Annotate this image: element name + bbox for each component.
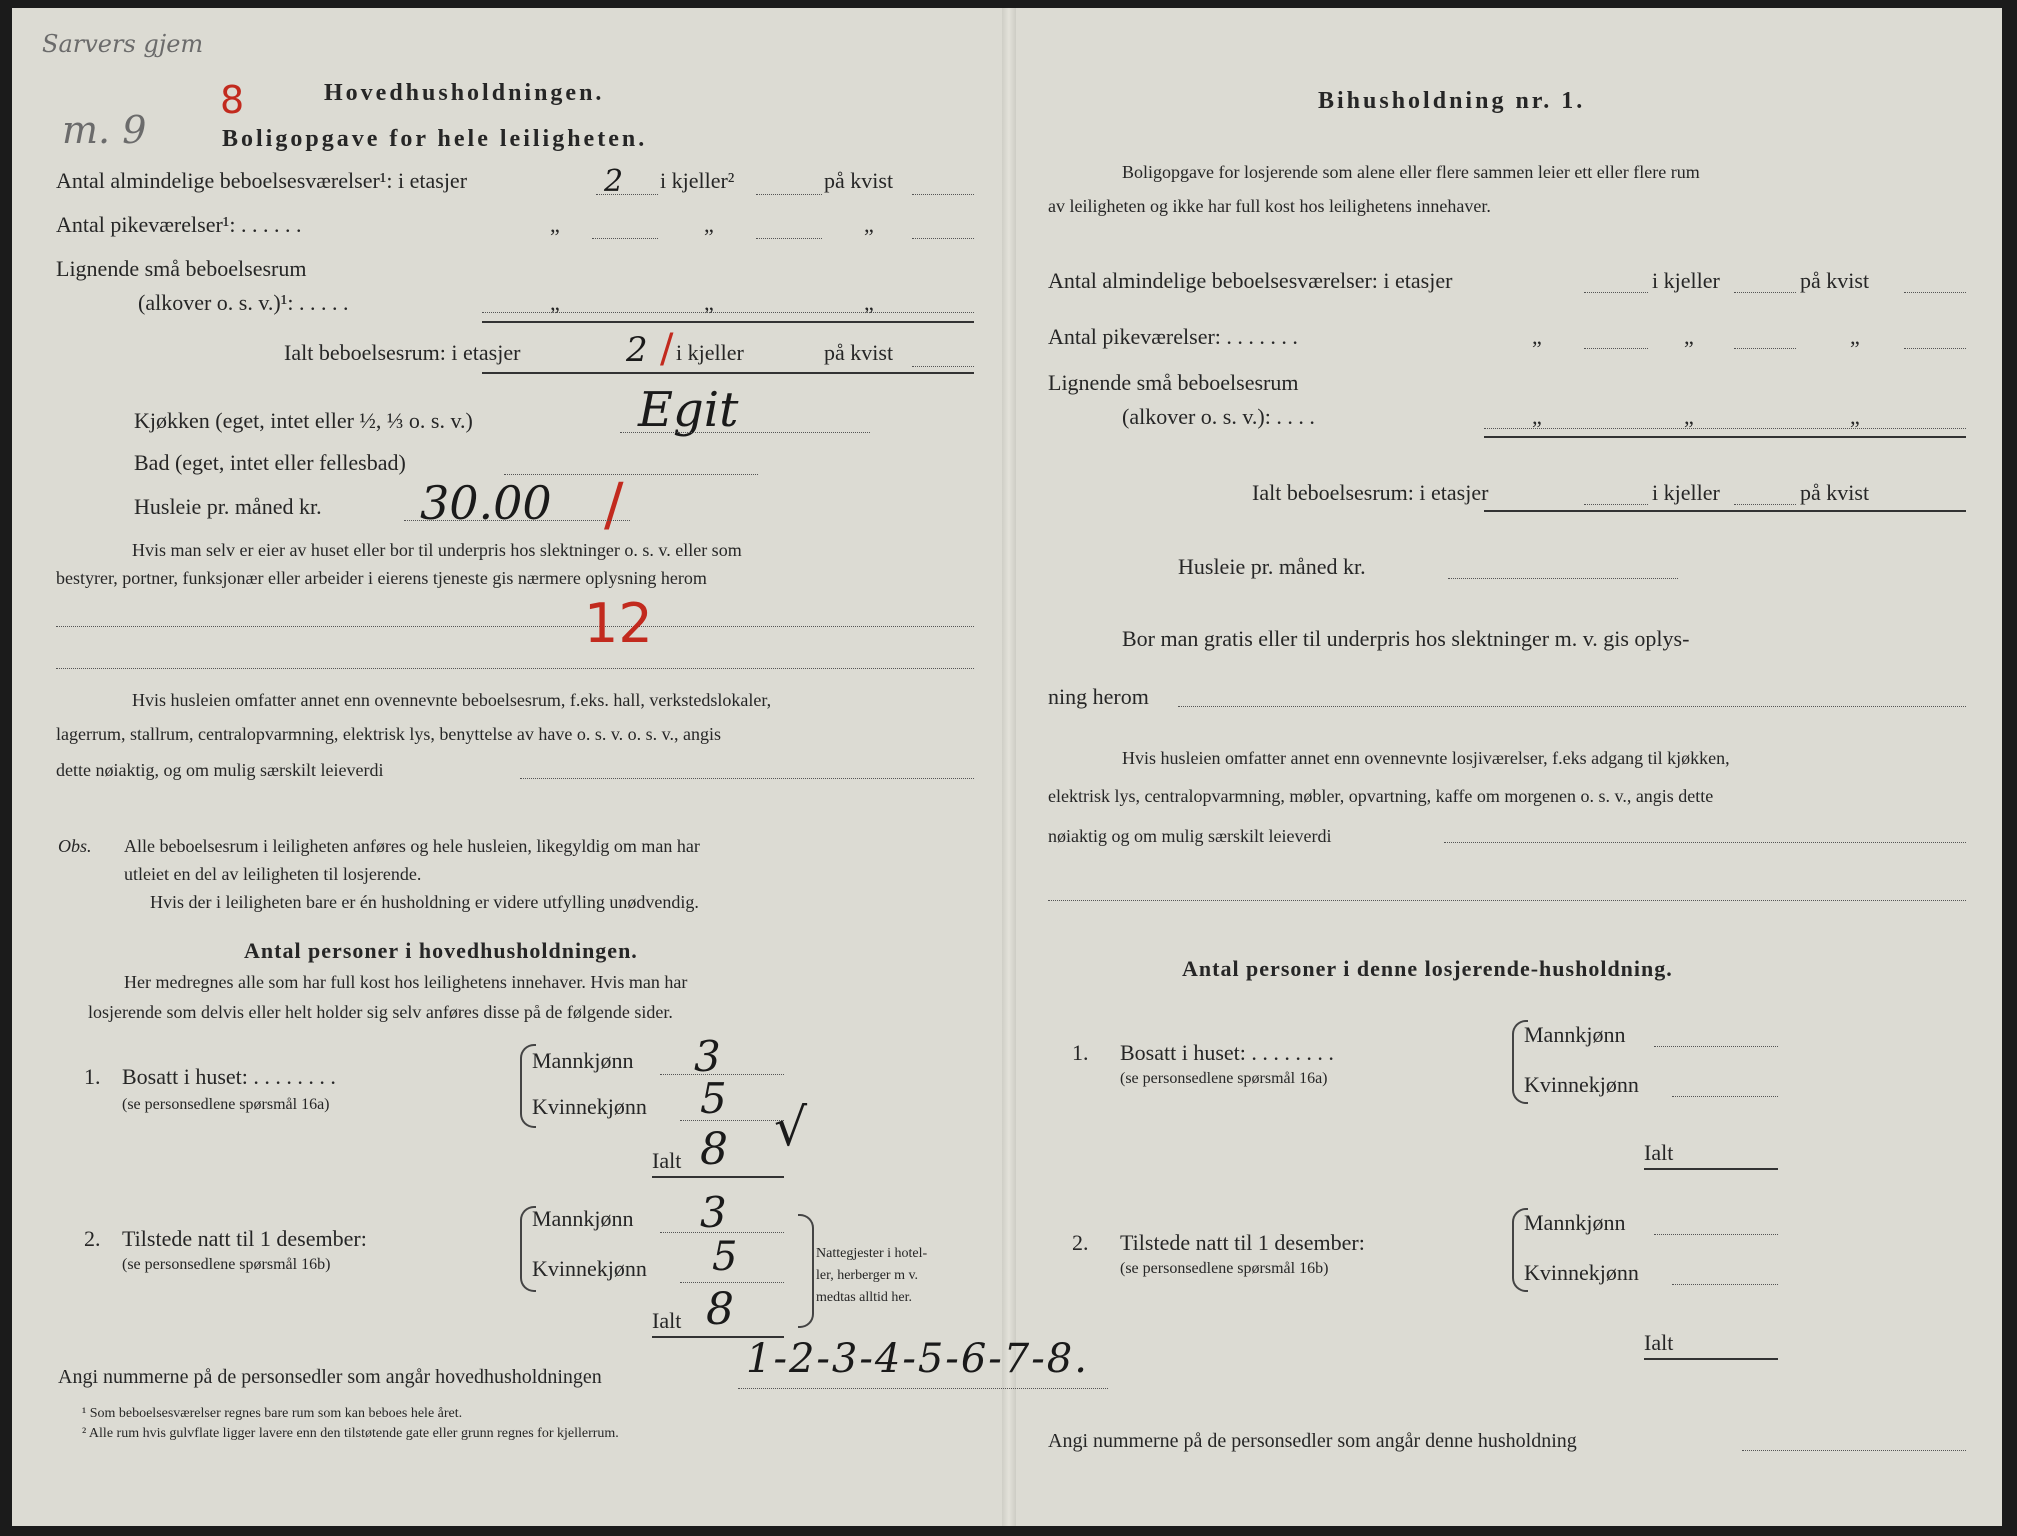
left-omfatter-3: dette nøiaktig, og om mulig særskilt leieverdi (56, 760, 384, 780)
right-ialt-kjeller-label: i kjeller (1652, 480, 1720, 505)
left-tilstede-kvinne-label: Kvinnekjønn (532, 1256, 647, 1281)
right-bosatt-mann-field[interactable] (1654, 1046, 1778, 1047)
left-bad-field[interactable] (504, 474, 758, 475)
left-nattegjester-3: medtas alltid her. (816, 1290, 913, 1305)
right-bosatt-sub: (se personsedlene spørsmål 16a) (1120, 1070, 1328, 1087)
left-omfatter-2: lagerrum, stallrum, centralopvarmning, elektrisk lys, benyttelse av have o. s. v. o. s. v., angis (56, 724, 722, 744)
left-title: Hovedhusholdningen. (324, 80, 605, 106)
right-pike-label: Antal pikeværelser: . . . . . . . (1048, 324, 1298, 349)
right-gratis-1: Bor man gratis eller til underpris hos slektninger m. v. gis oplys- (1122, 626, 1690, 651)
right-bosatt-ialt-field[interactable] (1644, 1168, 1778, 1170)
right-bosatt-label: Bosatt i huset: . . . . . . . . (1120, 1040, 1334, 1065)
right-lign-label-2: (alkover o. s. v.): . . . . (1122, 404, 1315, 429)
left-omfatter-field[interactable] (520, 778, 974, 779)
left-antal-note-1: Her medregnes alle som har full kost hos leilighetens innehaver. Hvis man har (124, 972, 688, 992)
right-husleie-field[interactable] (1448, 578, 1678, 579)
left-etasjer-value: 2 (604, 164, 624, 199)
left-nattegjester-1: Nattegjester i hotel- (816, 1246, 928, 1261)
left-tilstede-kvinne-value: 5 (712, 1234, 738, 1280)
right-kjeller-label: i kjeller (1652, 268, 1720, 293)
left-pike-kvist-field[interactable] (912, 238, 974, 239)
left-obs-label: Obs. (58, 836, 92, 856)
right-pike-kvist-field[interactable] (1904, 348, 1966, 349)
right-etasjer-field[interactable] (1584, 292, 1648, 293)
right-tilstede-num: 2. (1072, 1230, 1089, 1255)
left-kjeller-field[interactable] (756, 194, 822, 195)
left-antal-note-2: losjerende som delvis eller helt holder sig selv anføres disse på de følgende sider. (88, 1002, 673, 1022)
handwritten-block-number: m. 9 (62, 108, 147, 152)
left-obs-1: Alle beboelsesrum i leiligheten anføres og hele husleien, likegyldig om man har (124, 836, 700, 856)
right-tilstede-mann-field[interactable] (1654, 1234, 1778, 1235)
left-bosatt-label: Bosatt i huset: . . . . . . . . (122, 1064, 336, 1089)
left-eier-note-1: Hvis man selv er eier av huset eller bor til underpris hos slektninger o. s. v. eller som (132, 540, 742, 560)
left-eier-field-1[interactable] (56, 626, 974, 627)
left-ialt-kvist-label: på kvist (824, 340, 894, 365)
left-footnote-1: ¹ Som beboelsesværelser regnes bare rum som kan beboes hele året. (82, 1406, 463, 1421)
left-lign-field[interactable] (482, 312, 974, 313)
right-omfatter-field-2[interactable] (1048, 900, 1966, 901)
left-tilstede-label: Tilstede natt til 1 desember: (122, 1226, 367, 1251)
left-antal-alm-label: Antal almindelige beboelsesværelser¹: i etasjer (56, 168, 468, 193)
right-pike-kjeller-field[interactable] (1734, 348, 1796, 349)
right-gratis-field[interactable] (1178, 706, 1966, 707)
right-ialt-label: Ialt beboelsesrum: i etasjer (1252, 480, 1489, 505)
left-ialt-kjeller-label: i kjeller (676, 340, 744, 365)
left-bosatt-kvinne-value: 5 (700, 1074, 727, 1123)
left-angi-value: 1-2-3-4-5-6-7-8. (746, 1336, 1089, 1382)
right-ialt-etasjer-field[interactable] (1584, 504, 1648, 505)
left-nattegjester-2: ler, herberger m v. (816, 1268, 919, 1283)
right-tilstede-kvinne-label: Kvinnekjønn (1524, 1260, 1639, 1285)
red-note: 12 (584, 592, 653, 655)
left-bosatt-ialt-field[interactable] (652, 1176, 784, 1178)
left-bosatt-mann-label: Mannkjønn (532, 1048, 634, 1073)
right-omfatter-3: nøiaktig og om mulig særskilt leieverdi (1048, 826, 1332, 846)
left-bosatt-ialt-label: Ialt (652, 1148, 682, 1173)
left-tilstede-mann-label: Mannkjønn (532, 1206, 634, 1231)
right-lign-field[interactable] (1484, 428, 1966, 429)
left-kjokken-field[interactable] (620, 432, 870, 433)
right-angi-label: Angi nummerne på de personsedler som angår denne husholdning (1048, 1430, 1577, 1452)
left-pike-kjeller-field[interactable] (756, 238, 822, 239)
right-intro-2: av leiligheten og ikke har full kost hos leilighetens innehaver. (1048, 196, 1491, 216)
right-tilstede-ialt-field[interactable] (1644, 1358, 1778, 1360)
left-kjokken-value: Egit (638, 382, 739, 438)
left-bosatt-sub: (se personsedlene spørsmål 16a) (122, 1096, 330, 1113)
left-eier-note-2: bestyrer, portner, funksjonær eller arbeider i eierens tjeneste gis nærmere oplysning herom (56, 568, 707, 588)
left-kjeller-label: i kjeller² (660, 168, 735, 193)
left-footnote-2: ² Alle rum hvis gulvflate ligger lavere enn den tilstøtende gate eller grunn regnes for kjellerrum. (82, 1426, 619, 1441)
right-intro-1: Boligopgave for losjerende som alene eller flere sammen leier ett eller flere rum (1122, 162, 1700, 182)
census-form-sheet: Sarvers gjem m. 9 8 Hovedhusholdningen. Boligopgave for hele leiligheten. Antal almindelige beboelsesværelser¹: i etasjer 2 i kjeller² på kvist Antal pikeværelser¹: . . . . . . „ „ „ Lignende små beboelsesrum (alkover o. s. v.)¹: . . . . . „ „ „ Ialt beboelsesrum: i etasjer 2 / i kjeller på kvist Kjøkken (eget, intet eller ½, ⅓ o. s. v.) Egit Bad (eget, intet eller fellesbad) Husleie pr. måned kr. 30.00 / Hvis man selv er eier av huset eller bor til underpris hos slektninger o. s. v. eller som bestyrer, portner, funksjonær eller arbeider i eierens tjeneste gis nærmere oplysning herom 12 Hvis husleien omfatter annet enn ovennevnte beboelsesrum, f.eks. hall, verkstedslokaler, lagerrum, stallrum, centralopvarmning, elektrisk lys, benyttelse av have o. s. v. o. s. v., angis dette nøiaktig, og om mulig særskilt leieverdi Obs. Alle beboelsesrum i leiligheten anføres og hele husleien, likegyldig om man har utleiet en del av leiligheten til losjerende. Hvis der i leiligheten bare er én husholdning er videre utfylling unødvendig. Antal personer i hovedhusholdningen. Her medregnes alle som har full kost hos leilighetens innehaver. Hvis man har losjerende som delvis eller helt holder sig selv anføres disse på de følgende sider. 1. Bosatt i huset: . . . . . . . . (se personsedlene spørsmål 16a) Mannkjønn 3 Kvinnekjønn 5 √ Ialt 8 2. Tilstede natt til 1 desember: (se personsedlene spørsmål 16b) Mannkjønn 3 Kvinnekjønn 5 Nattegjester i hotel- ler, herberger m v. medtas alltid her. Ialt 8 Angi nummerne på de personsedler som angår hovedhusholdningen 1-2-3-4-5-6-7-8. ¹ Som beboelsesværelser regnes bare rum som kan beboes hele året. ² Alle rum hvis gulvflate ligger lavere enn den tilstøtende gate eller grunn regnes for kjellerrum. Bihusholdning nr. 1. Boligopgave for losjerende som alene eller flere sammen leier ett eller flere rum av leiligheten og ikke har full kost hos leilighetens innehaver. Antal almindelige beboelsesværelser: i etasjer i kjeller på kvist Antal pikeværelser: . . . . . . . „ „ „ Lignende små beboelsesrum (alkover o. s. v.): . . . . „ „ „ Ialt beboelsesrum: i etasjer i kjeller på kvist Husleie pr. måned kr. Bor man gratis eller til underpris hos slektninger m. v. gis oplys- ning herom Hvis husleien omfatter annet enn ovennevnte losjiværelser, f.eks adgang til kjøkken, elektrisk lys, centralopvarmning, møbler, opvartning, kaffe om morgenen o. s. v., angis dette nøiaktig og om mulig særskilt leieverdi Antal personer i denne losjerende-husholdning. 1. Bosatt i huset: . . . . . . . . (se personsedlene spørsmål 16a) Mannkjønn Kvinnekjønn Ialt 2. Tilstede natt til 1 desember: (se personsedlene spørsmål 16b) Mannkjønn Kvinnekjønn Ialt Angi nummerne på de personsedler som angår denne husholdning (12, 8, 2002, 1526)
right-omfatter-field[interactable] (1444, 842, 1966, 843)
left-kvist-label: på kvist (824, 168, 894, 193)
red-block-number: 8 (220, 78, 245, 122)
right-bosatt-kvinne-field[interactable] (1672, 1096, 1778, 1097)
left-omfatter-1: Hvis husleien omfatter annet enn ovennevnte beboelsesrum, f.eks. hall, verkstedslokaler, (132, 690, 772, 710)
left-obs-2: utleiet en del av leiligheten til losjerende. (124, 864, 422, 884)
right-gratis-2: ning herom (1048, 684, 1149, 709)
left-angi-label: Angi nummerne på de personsedler som angår hovedhusholdningen (58, 1366, 602, 1388)
right-tilstede-sub: (se personsedlene spørsmål 16b) (1120, 1260, 1329, 1277)
left-tilstede-sub: (se personsedlene spørsmål 16b) (122, 1256, 331, 1273)
left-obs-3: Hvis der i leiligheten bare er én husholdning er videre utfylling unødvendig. (150, 892, 699, 912)
left-husleie-field[interactable] (404, 520, 630, 521)
right-tilstede-ialt-label: Ialt (1644, 1330, 1674, 1355)
left-husleie-value: 30.00 (420, 476, 552, 530)
right-ialt-kvist-label: på kvist (1800, 480, 1870, 505)
right-lign-label-1: Lignende små beboelsesrum (1048, 370, 1299, 395)
left-bosatt-mann-value: 3 (694, 1032, 721, 1081)
right-angi-field[interactable] (1742, 1450, 1966, 1451)
left-bosatt-kvinne-label: Kvinnekjønn (532, 1094, 647, 1119)
left-tilstede-mann-value: 3 (700, 1188, 727, 1237)
right-tilstede-label: Tilstede natt til 1 desember: (1120, 1230, 1365, 1255)
left-bosatt-num: 1. (84, 1064, 101, 1089)
left-tilstede-ialt-label: Ialt (652, 1308, 682, 1333)
right-omfatter-1: Hvis husleien omfatter annet enn ovennevnte losjiværelser, f.eks adgang til kjøkken, (1122, 748, 1730, 768)
right-pike-etasjer-field[interactable] (1584, 348, 1648, 349)
left-pike-label: Antal pikeværelser¹: . . . . . . (56, 212, 302, 237)
right-bosatt-mann-label: Mannkjønn (1524, 1022, 1626, 1047)
right-kvist-label: på kvist (1800, 268, 1870, 293)
right-tilstede-mann-label: Mannkjønn (1524, 1210, 1626, 1235)
right-title: Bihusholdning nr. 1. (1318, 88, 1586, 114)
left-ialt-etasjer-value: 2 (626, 330, 648, 370)
left-tilstede-kvinne-field[interactable] (680, 1282, 784, 1283)
left-ialt-kvist-field[interactable] (912, 366, 974, 367)
left-ialt-label: Ialt beboelsesrum: i etasjer (284, 340, 521, 365)
right-kvist-field[interactable] (1904, 292, 1966, 293)
left-kvist-field[interactable] (912, 194, 974, 195)
left-lign-label-1: Lignende små beboelsesrum (56, 256, 307, 281)
right-husleie-label: Husleie pr. måned kr. (1178, 554, 1366, 579)
left-lign-label-2: (alkover o. s. v.)¹: . . . . . (138, 290, 349, 315)
left-pike-etasjer-field[interactable] (592, 238, 658, 239)
left-bad-label: Bad (eget, intet eller fellesbad) (134, 450, 406, 475)
page-fold (1002, 8, 1016, 1526)
left-husleie-label: Husleie pr. måned kr. (134, 494, 322, 519)
right-bosatt-num: 1. (1072, 1040, 1089, 1065)
right-tilstede-kvinne-field[interactable] (1672, 1284, 1778, 1285)
right-antal-alm-label: Antal almindelige beboelsesværelser: i etasjer (1048, 268, 1453, 293)
left-bosatt-kvinne-field[interactable] (680, 1120, 784, 1121)
left-antal-title: Antal personer i hovedhusholdningen. (244, 938, 638, 963)
right-kjeller-field[interactable] (1734, 292, 1796, 293)
left-kjokken-label: Kjøkken (eget, intet eller ½, ⅓ o. s. v.) (134, 408, 473, 433)
right-ialt-kjeller-field[interactable] (1734, 504, 1796, 505)
left-angi-field[interactable] (738, 1388, 1108, 1389)
left-tilstede-num: 2. (84, 1226, 101, 1251)
right-antal-title: Antal personer i denne losjerende-husholdning. (1182, 956, 1673, 981)
right-omfatter-2: elektrisk lys, centralopvarmning, møbler, opvartning, kaffe om morgenen o. s. v., angis dette (1048, 786, 1714, 806)
left-tilstede-ialt-value: 8 (706, 1284, 734, 1335)
right-bosatt-kvinne-label: Kvinnekjønn (1524, 1072, 1639, 1097)
left-subtitle: Boligopgave for hele leiligheten. (222, 126, 648, 152)
right-bosatt-ialt-label: Ialt (1644, 1140, 1674, 1165)
left-eier-field-2[interactable] (56, 668, 974, 669)
handwritten-corner-note: Sarvers gjem (42, 30, 204, 58)
left-bosatt-ialt-value: 8 (700, 1124, 728, 1175)
